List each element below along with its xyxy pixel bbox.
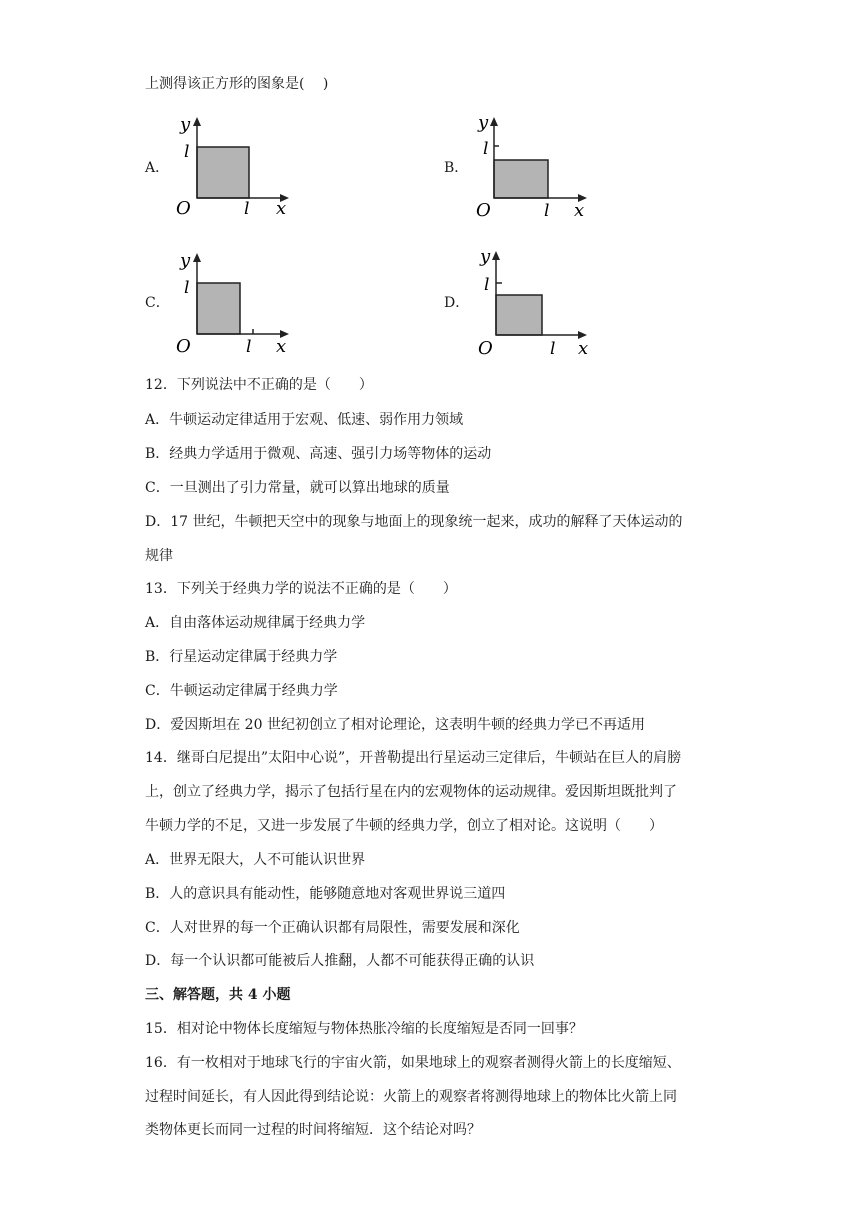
l-x-label-b: l <box>544 201 550 221</box>
x-label-d: x <box>578 338 589 359</box>
q14-option-d[interactable]: D．每一个认识都可能被后人推翻，人都不可能获得正确的认识 <box>145 953 535 969</box>
q16-line2: 过程时间延长，有人因此得到结论说：火箭上的观察者将测得地球上的物体比火箭上同 <box>145 1089 677 1105</box>
q14-option-c[interactable]: C．人对世界的每一个正确认识都有局限性，需要发展和深化 <box>145 920 520 936</box>
figure-d <box>470 244 595 359</box>
q13-stem: 13．下列关于经典力学的说法不正确的是（ ） <box>145 581 457 597</box>
origin-label-a: O <box>176 198 191 219</box>
q16-line3: 类物体更长而同一过程的时间将缩短．这个结论对吗？ <box>145 1122 481 1138</box>
q12-option-c[interactable]: C．一旦测出了引力常量，就可以算出地球的质量 <box>145 480 450 496</box>
q12-option-a[interactable]: A．牛顿运动定律适用于宏观、低速、弱作用力领域 <box>145 412 464 428</box>
y-label-d: y <box>480 246 491 267</box>
q13-option-b[interactable]: B．行星运动定律属于经典力学 <box>145 649 338 665</box>
y-arrow-a <box>193 117 201 126</box>
q15-text: 15．相对论中物体长度缩短与物体热胀冷缩的长度缩短是否同一回事？ <box>145 1021 583 1037</box>
q14-stem-line2: 上，创立了经典力学，揭示了包括行星在内的宏观物体的运动规律。爱因斯坦既批判了 <box>145 784 677 800</box>
l-y-label-a: l <box>184 142 190 162</box>
y-arrow-b <box>490 117 498 126</box>
option-c-label[interactable]: C． <box>145 295 170 311</box>
q14-stem-line1: 14．继哥白尼提出”太阳中心说”，开普勒提出行星运动三定律后，牛顿站在巨人的肩膀 <box>145 750 682 766</box>
l-y-label-d: l <box>484 275 490 295</box>
x-label-a: x <box>276 198 287 219</box>
y-label-a: y <box>180 114 191 135</box>
y-arrow-d <box>492 251 500 260</box>
y-label-c: y <box>180 250 191 271</box>
l-x-label-a: l <box>244 199 250 219</box>
y-label-b: y <box>478 112 489 133</box>
origin-label-b: O <box>476 200 491 221</box>
option-d-label[interactable]: D． <box>444 295 470 311</box>
square-a <box>197 147 249 198</box>
q12-option-b[interactable]: B．经典力学适用于微观、高速、强引力场等物体的运动 <box>145 446 492 462</box>
q12-option-d-cont: 规律 <box>145 548 173 564</box>
q14-stem-line3: 牛顿力学的不足，又进一步发展了牛顿的经典力学，创立了相对论。这说明（ ） <box>145 818 663 834</box>
q12-stem: 12．下列说法中不正确的是（ ） <box>145 377 373 393</box>
l-x-label-c: l <box>246 337 252 357</box>
figure-c <box>172 246 297 356</box>
q13-option-a[interactable]: A．自由落体运动规律属于经典力学 <box>145 615 366 631</box>
y-arrow-c <box>193 253 201 262</box>
origin-label-d: O <box>478 338 493 359</box>
rect-c <box>197 283 240 334</box>
q16-line1: 16．有一枚相对于地球飞行的宇宙火箭，如果地球上的观察者测得火箭上的长度缩短、 <box>145 1055 681 1071</box>
x-label-c: x <box>276 336 287 357</box>
q13-option-d[interactable]: D．爱因斯坦在 20 世纪初创立了相对论理论，这表明牛顿的经典力学已不再适用 <box>145 717 645 733</box>
l-y-label-c: l <box>184 278 190 298</box>
section-heading: 三、解答题，共 4 小题 <box>145 987 291 1003</box>
option-b-label[interactable]: B． <box>444 160 469 176</box>
l-x-label-d: l <box>550 339 556 359</box>
rect-d <box>496 295 542 335</box>
origin-label-c: O <box>176 336 191 357</box>
rect-b <box>494 160 548 198</box>
option-a-label[interactable]: A． <box>145 160 170 176</box>
q12-option-d[interactable]: D．17 世纪，牛顿把天空中的现象与地面上的现象统一起来，成功的解释了天体运动的 <box>145 514 683 530</box>
q11-tail: 上测得该正方形的图象是( ) <box>145 76 329 92</box>
figure-b <box>470 110 595 220</box>
q14-option-b[interactable]: B．人的意识具有能动性，能够随意地对客观世界说三道四 <box>145 886 506 902</box>
x-label-b: x <box>574 200 585 221</box>
l-y-label-b: l <box>483 139 489 159</box>
q14-option-a[interactable]: A．世界无限大，人不可能认识世界 <box>145 852 366 868</box>
figure-a <box>172 110 297 220</box>
q13-option-c[interactable]: C．牛顿运动定律属于经典力学 <box>145 683 338 699</box>
